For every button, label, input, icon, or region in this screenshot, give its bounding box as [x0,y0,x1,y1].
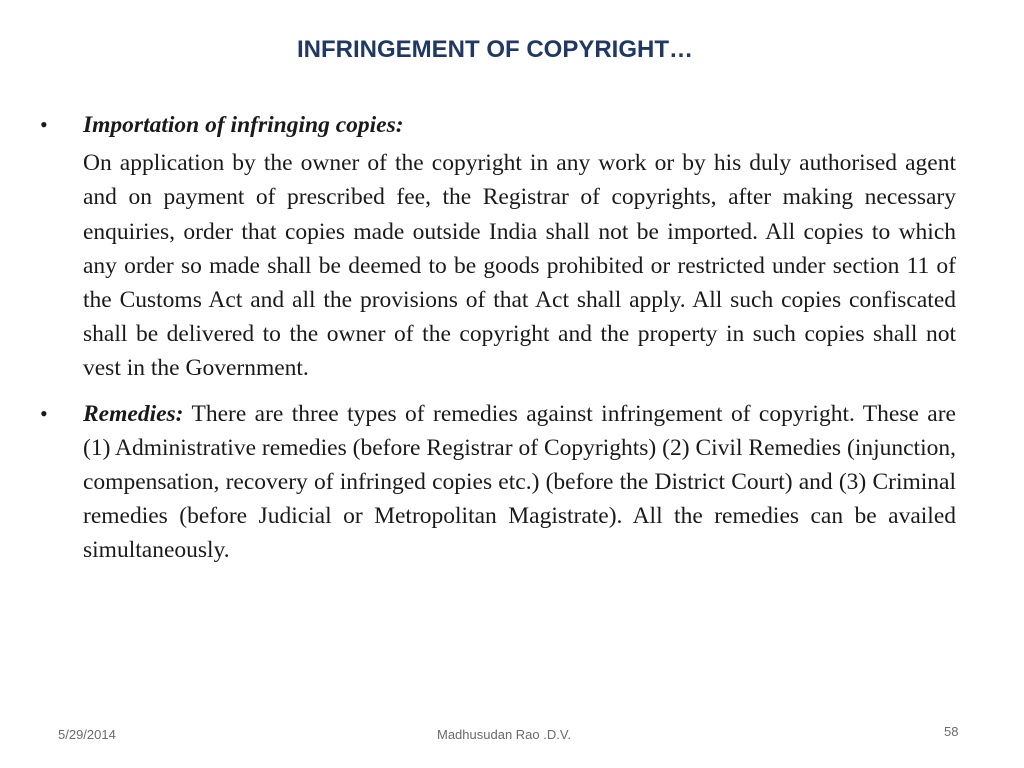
bullet-paragraph [83,397,956,568]
footer-page-number: 58 [944,724,959,739]
slide-content [40,108,956,568]
bullet-heading: Importation of infringing copies: [83,112,404,138]
bullet-icon: • [40,400,48,426]
bullet-item-remedies [40,397,956,568]
bullet-paragraph: On application by the owner of the copyright in any work or by his duly authorised agent and on payment of prescribed fee, the Registrar of copyrights, after making necessary enquiries, order that copies made outside India shall not be imported. All copies to which any order so made shall be deemed to be goods prohibited or restricted under section 11 of the Customs Act and all the provisions of that Act shall apply. All such copies confiscated shall be delivered to the owner of the copyright and the property in such copies shall not vest in the Government. [83,150,956,382]
bullet-body-text: There are three types of remedies against infringement of copyright. These are (1) Administrative remedies (before Registrar of Copyrights) (2) Civil Remedies (injunction, compensation, recovery of infringed copies etc.) (before the District Court) and (3) Criminal remedies (before Judicial or Metropolitan Magistrate). All the remedies can be availed simultaneously. [83,400,956,564]
bullet-icon: • [40,112,48,137]
slide-title: INFRINGEMENT OF COPYRIGHT… [297,36,693,63]
bullet-item-importation [40,108,956,142]
bullet-heading: Remedies: [83,400,184,427]
footer-author: Madhusudan Rao .D.V. [437,727,571,742]
footer-date: 5/29/2014 [58,727,116,742]
